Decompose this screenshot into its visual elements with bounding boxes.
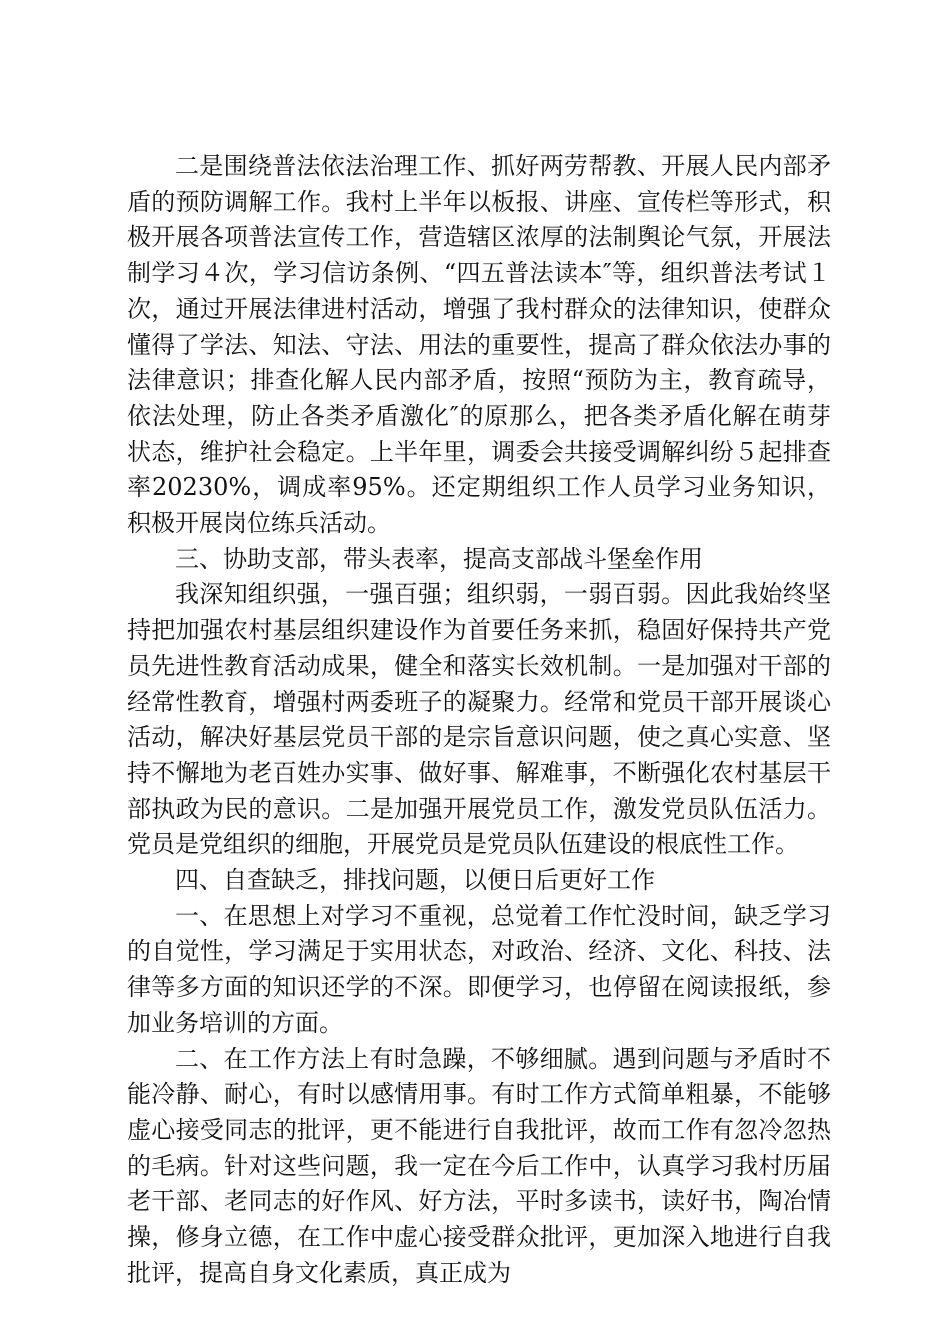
paragraph-problem-2: 二、在工作方法上有时急躁，不够细腻。遇到问题与矛盾时不能冷静、耐心，有时以感情用事。有时工作方式简单粗暴，不能够虚心接受同志的批评，更不能进行自我批评，故而工作有忽冷忽热的毛病。针对这些问题，我一定在今后工作中，认真学习我村历届老干部、老同志的好作风、好方法，平时多读书，读好书，陶冶情操，修身立德，在工作中虚心接受群众批评，更加深入地进行自我批评，提高自身文化素质，真正成为 xyxy=(127,1044,831,1287)
paragraph-legal-work: 二是围绕普法依法治理工作、抓好两劳帮教、开展人民内部矛盾的预防调解工作。我村上半年以板报、讲座、宣传栏等形式，积极开展各项普法宣传工作，营造辖区浓厚的法制舆论气氛，开展法制学习４次，学习信访条例、“四五普法读本″等，组织普法考试１次，通过开展法律进村活动，增强了我村群众的法律知识，使群众懂得了学法、知法、守法、用法的重要性，提高了群众依法办事的法律意识；排查化解人民内部矛盾，按照“预防为主，教育疏导，依法处理，防止各类矛盾激化″的原那么，把各类矛盾化解在萌芽状态，维护社会稳定。上半年里，调委会共接受调解纠纷５起排查率20230%，调成率95%。还定期组织工作人员学习业务知识，积极开展岗位练兵活动。 xyxy=(127,152,831,538)
section-heading-3: 三、协助支部，带头表率，提高支部战斗堡垒作用 xyxy=(175,544,703,573)
paragraph-problem-1: 一、在思想上对学习不重视，总觉着工作忙没时间，缺乏学习的自觉性，学习满足于实用状态，对政治、经济、文化、科技、法律等多方面的知识还学的不深。即便学习，也停留在阅读报纸，参加业务培训的方面。 xyxy=(127,901,831,1037)
section-heading-4: 四、自查缺乏，排找问题，以便日后更好工作 xyxy=(175,866,655,895)
document-page xyxy=(127,149,831,1292)
paragraph-organization: 我深知组织强，一强百强；组织弱，一弱百弱。因此我始终坚持把加强农村基层组织建设作为首要任务来抓，稳固好保持共产党员先进性教育活动成果，健全和落实长效机制。一是加强对干部的经常性教育，增强村两委班子的凝聚力。经常和党员干部开展谈心活动，解决好基层党员干部的是宗旨意识问题，使之真心实意、坚持不懈地为老百姓办实事、做好事、解难事，不断强化农村基层干部执政为民的意识。二是加强开展党员工作，激发党员队伍活力。党员是党组织的细胞，开展党员是党员队伍建设的根底性工作。 xyxy=(127,580,831,859)
